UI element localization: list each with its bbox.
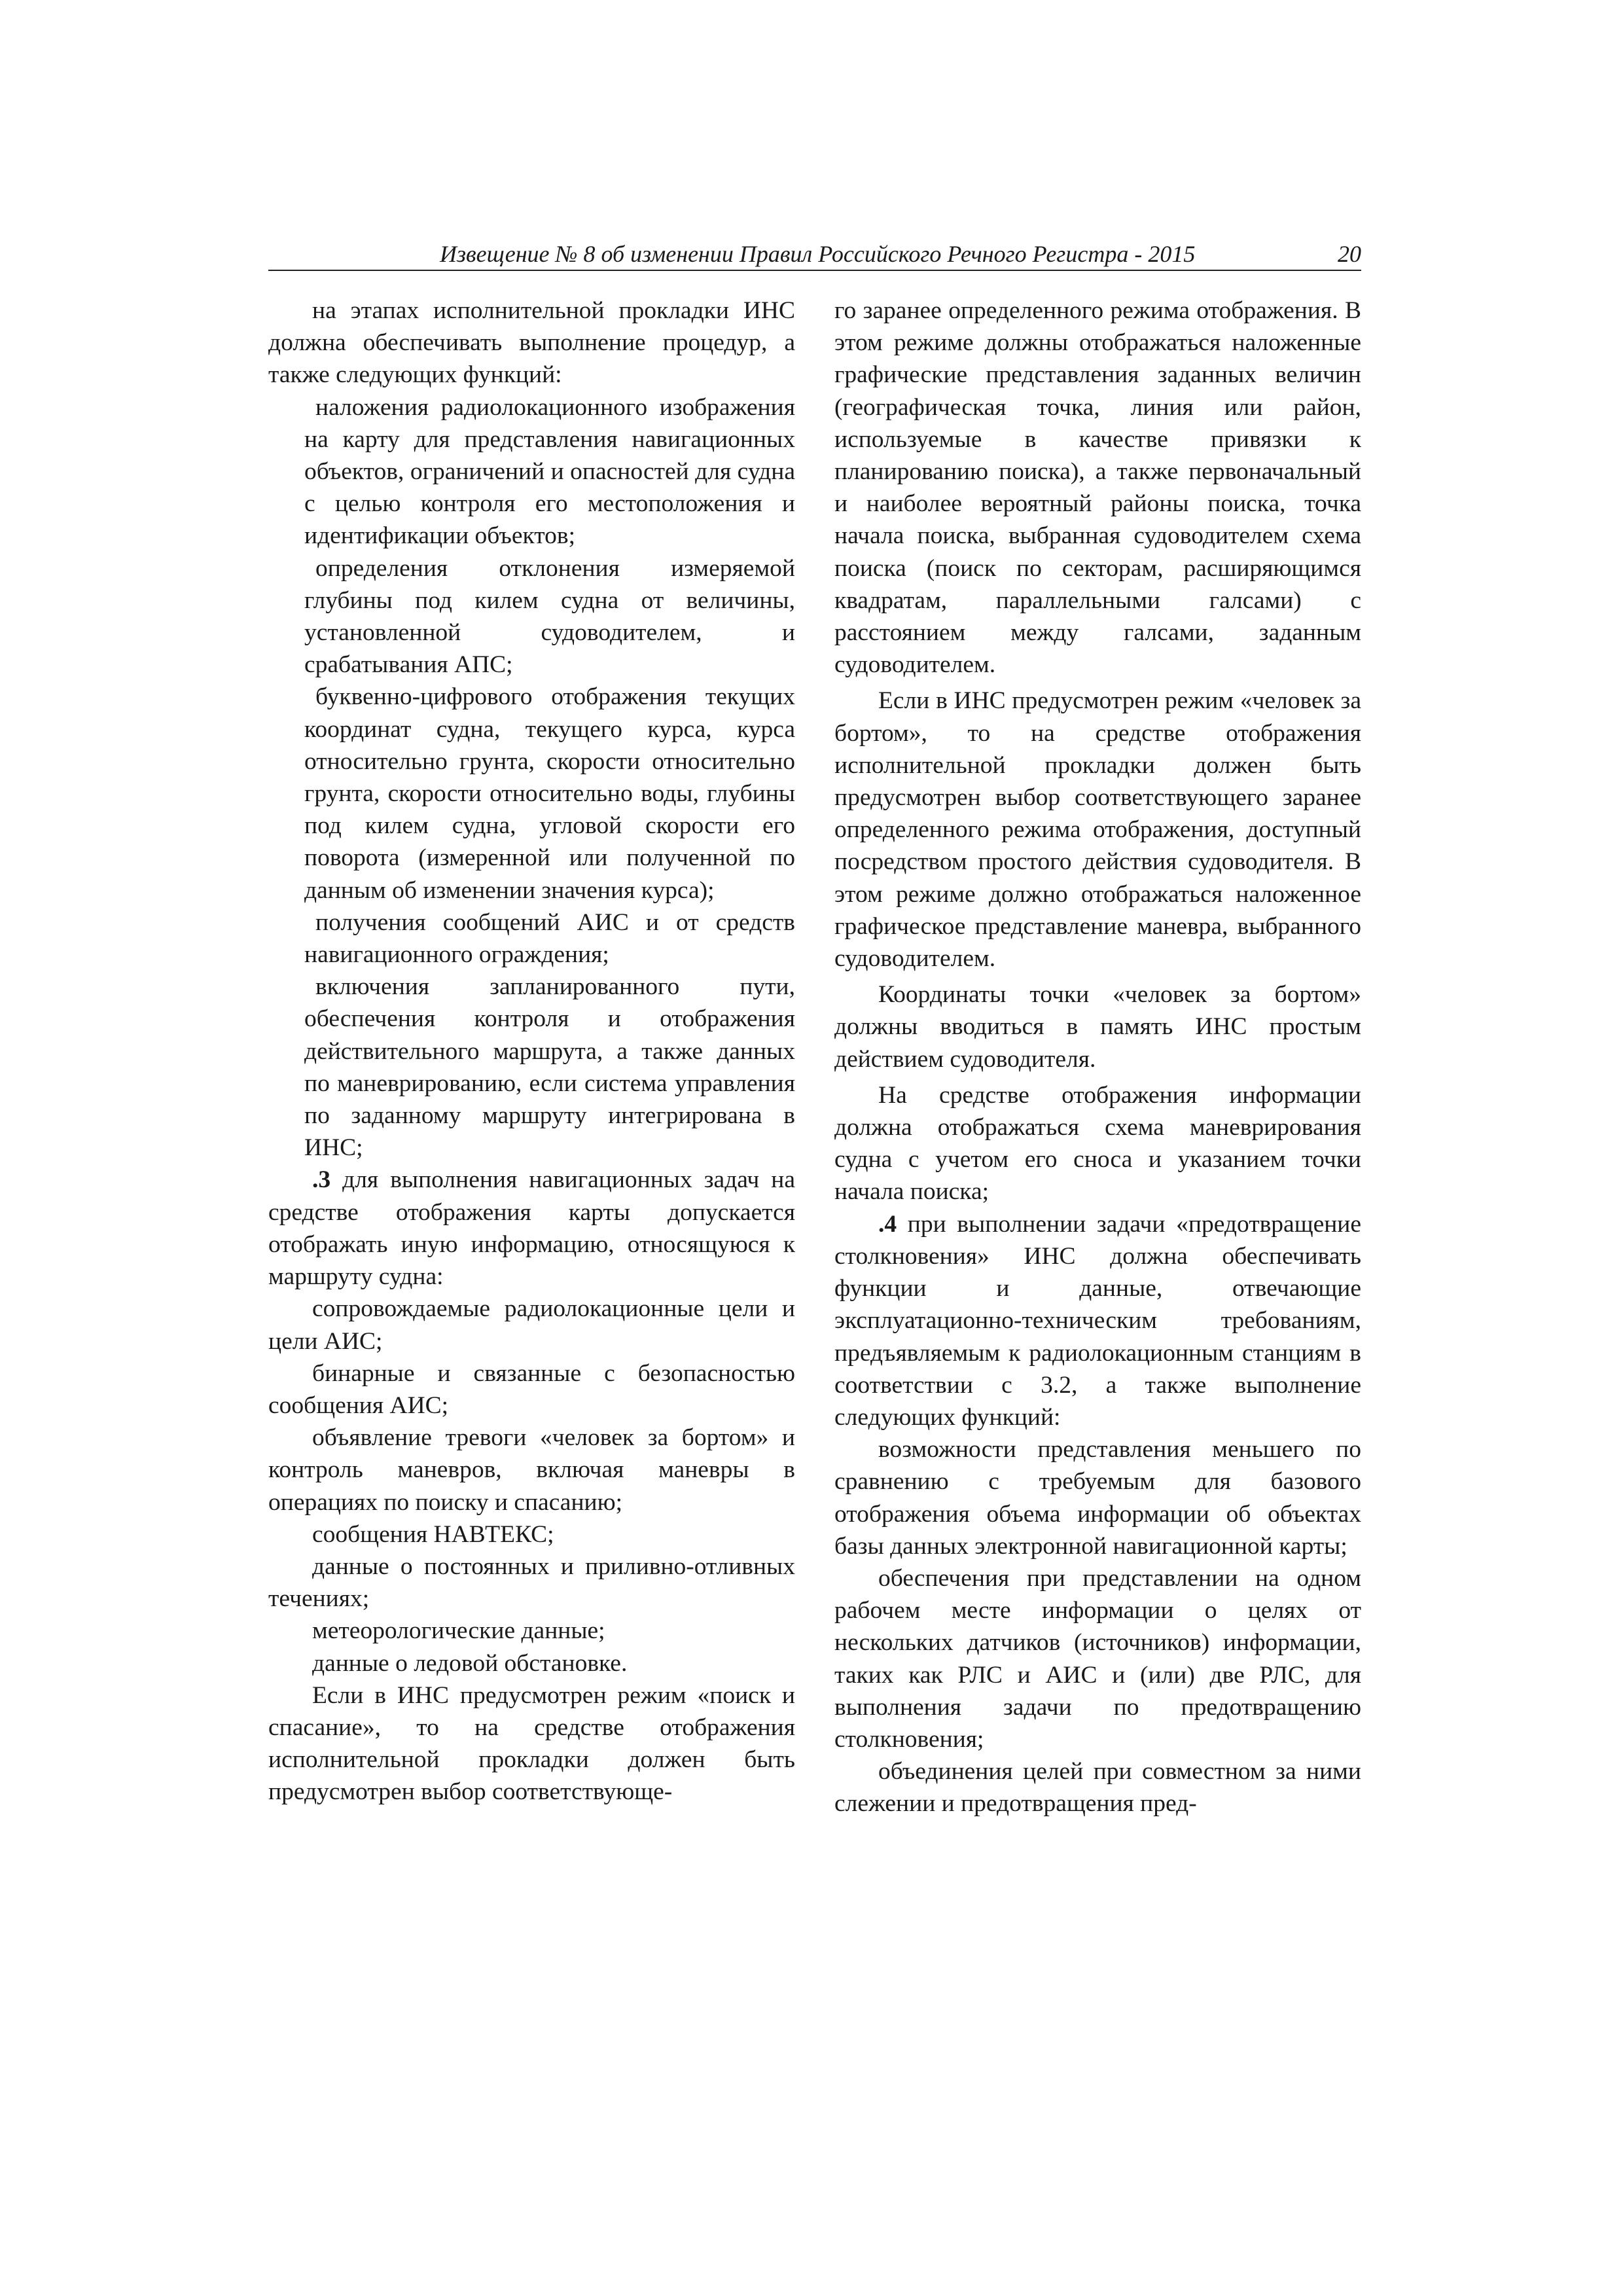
list-item: данные о ледовой обстановке. — [312, 1649, 628, 1677]
list-item: определения отклонения измеряемой глубины под килем судна от величины, установленной судоводителем, и срабатывания АПС; — [304, 554, 795, 679]
paragraph: го заранее определенного режима отображения. В этом режиме должны отображаться наложенные графические представления заданных величин (географическая точка, линия или район, используемые в качестве привязки к планированию поиска), а также первоначальный и наиболее вероятный районы поиска, точка начала поиска, выбранная судоводителем схема поиска (поиск по секторам, расширяющимся квадратам, параллельными галсами) с расстоянием между галсами, заданным судоводителем. — [834, 297, 1361, 679]
paragraph: На средстве отображения информации должна отображаться схема маневрирования судна с учетом его сноса и указанием точки начала поиска; — [834, 1081, 1361, 1206]
list-item: метеорологические данные; — [312, 1617, 605, 1645]
list-item: возможности представления меньшего по сравнению с требуемым для базового отображения объема информации об объектах базы данных электронной навигационной карты; — [834, 1436, 1361, 1560]
list-item: бинарные и связанные с безопасностью сообщения АИС; — [268, 1359, 795, 1419]
list-item: обеспечения при представлении на одном рабочем месте информации о целях от нескольких датчиков (источников) информации, таких как РЛС и АИС и (или) две РЛС, для выполнения задачи по предотвращению столкновения; — [834, 1564, 1361, 1753]
list-item: сопровождаемые радиолокационные цели и цели АИС; — [268, 1295, 795, 1355]
list-item: получения сообщений АИС и от средств навигационного ограждения; — [304, 908, 795, 969]
list-item: данные о постоянных и приливно-отливных течениях; — [268, 1552, 795, 1613]
right-column — [834, 295, 1361, 1820]
numbered-paragraph — [834, 1208, 1361, 1433]
page-number: 20 — [1338, 241, 1361, 267]
paragraph: на этапах исполнительной прокладки ИНС должна обеспечивать выполнение процедур, а также следующих функций: — [268, 297, 795, 389]
list-item: включения запланированного пути, обеспечения контроля и отображения действительного маршрута, а также данных по маневрированию, если система управления по заданному маршруту интегрирована в ИНС; — [304, 973, 795, 1162]
running-header — [268, 241, 1361, 271]
paragraph: Координаты точки «человек за бортом» должны вводиться в память ИНС простым действием судоводителя. — [834, 981, 1361, 1073]
paragraph-text: для выполнения навигационных задач на средстве отображения карты допускается отображать иную информацию, относящуюся к маршруту судна: — [268, 1166, 795, 1291]
paragraph-number: .3 — [312, 1166, 331, 1194]
paragraph-text: при выполнении задачи «предотвращение столкновения» ИНС должна обеспечивать функции и данные, отвечающие эксплуатационно-техническим требованиям, предъявляемым к радиолокационным станциям в соответствии с 3.2, а также выполнение следующих функций: — [834, 1210, 1361, 1431]
list-item: наложения радиолокационного изображения на карту для представления навигационных объектов, ограничений и опасностей для судна с целью контроля его местоположения и идентификации объектов; — [304, 393, 795, 550]
header-title: Извещение № 8 об изменении Правил Российского Речного Регистра - 2015 — [440, 241, 1196, 267]
list-item: объявление тревоги «человек за бортом» и контроль маневров, включая маневры в операциях по поиску и спасанию; — [268, 1424, 795, 1516]
list-item: сообщения НАВТЕКС; — [312, 1520, 554, 1548]
list-item: объединения целей при совместном за ними слежении и предотвращения пред- — [834, 1758, 1361, 1818]
paragraph-number: .4 — [878, 1210, 897, 1238]
numbered-paragraph — [268, 1164, 795, 1293]
paragraph: Если в ИНС предусмотрен режим «человек за бортом», то на средстве отображения исполнительной прокладки должен быть предусмотрен выбор соответствующего заранее определенного режима отображения, доступный посредством простого действия судоводителя. В этом режиме должно отображаться наложенное графическое представление маневра, выбранного судоводителем. — [834, 687, 1361, 973]
paragraph: Если в ИНС предусмотрен режим «поиск и спасание», то на средстве отображения исполнительной прокладки должен быть предусмотрен выбор соответствующе- — [268, 1681, 795, 1806]
list-item: буквенно-цифрового отображения текущих координат судна, текущего курса, курса относительно грунта, скорости относительно грунта, скорости относительно воды, глубины под килем судна, угловой скорости его поворота (измеренной или полученной по данным об изменении значения курса); — [304, 683, 795, 904]
left-column — [268, 295, 795, 1808]
